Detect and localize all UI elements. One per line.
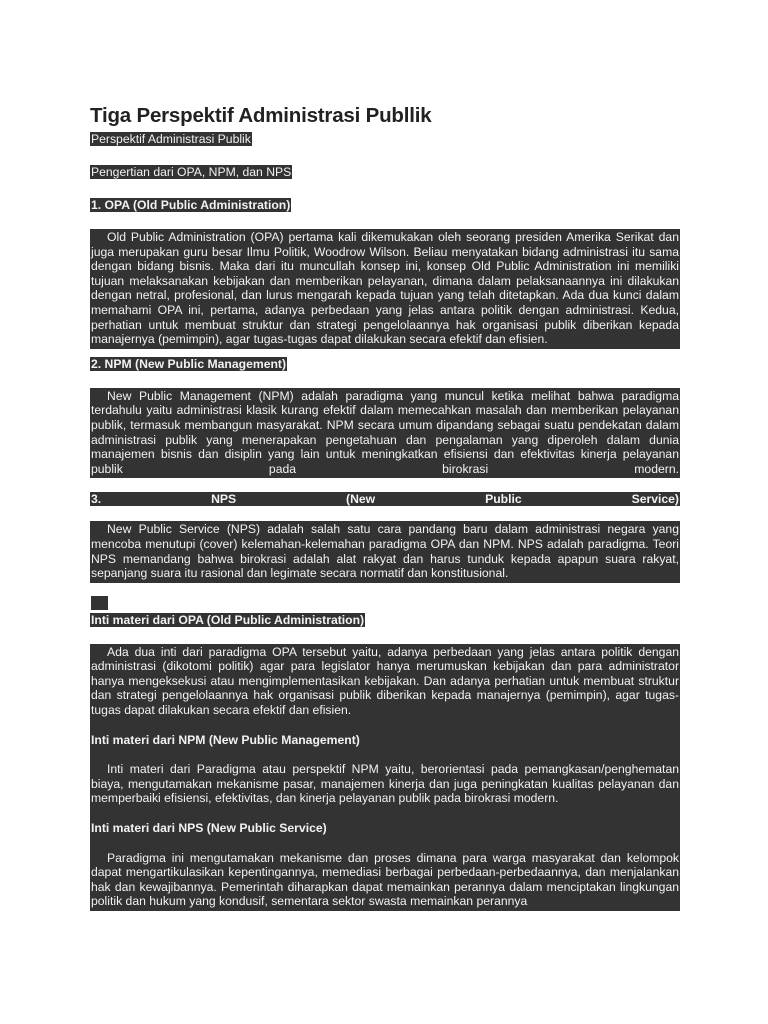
section-body-npm bbox=[90, 388, 680, 479]
core-heading-npm: Inti materi dari NPM (New Public Management) bbox=[91, 732, 360, 747]
paragraph: Inti materi dari Paradigma atau perspektif NPM yaitu, berorientasi pada pemangkasan/penghematan biaya, mengutamakan mekanisme pasar, manajemen kinerja dan juga peningkatan kualitas pelayanan dan memperbaiki efisiensi, efektivitas, dan kinerja pelayanan publik pada birokrasi modern. bbox=[91, 762, 679, 806]
core-section-block bbox=[90, 644, 680, 911]
section-body-nps bbox=[90, 521, 680, 582]
paragraph: Ada dua inti dari paradigma OPA tersebut yaitu, adanya perbedaan yang jelas antara politik dengan administrasi (dikotomi politik) agar para legislator hanya merumuskan kebijakan dan para administrator hanya mengeksekusi atau mengimplementasikan kebijakan. Dan adanya perhatian untuk membuat struktur dan strategi pengelolaannya hak organisasi publik diberikan kepada manajernya (pemimpin), agar tugas-tugas dapat dilakukan secara efektif dan efisien. bbox=[91, 644, 679, 718]
intro-line: Pengertian dari OPA, NPM, dan NPS bbox=[91, 165, 292, 179]
empty-highlight-block bbox=[91, 596, 108, 610]
section-body-opa bbox=[90, 229, 680, 349]
section-heading-opa: 1. OPA (Old Public Administration) bbox=[91, 198, 291, 212]
heading-part: (New bbox=[346, 492, 376, 507]
section-heading-npm: 2. NPM (New Public Management) bbox=[91, 356, 287, 371]
section-heading-nps bbox=[90, 492, 680, 506]
page-title: Tiga Perspektif Administrasi Publlik bbox=[90, 104, 432, 127]
core-heading-opa: Inti materi dari OPA (Old Public Administration) bbox=[91, 612, 365, 627]
paragraph: Paradigma ini mengutamakan mekanisme dan proses dimana para warga masyarakat dan kelompok dapat mengartikulasikan kepentingannya, memediasi berbagai perbedaan-perbedaannya, dan menjalankan hak dan kewajibannya. Pemerintah diharapkan dapat memainkan perannya dalam menciptakan lingkungan politik dan hukum yang kondusif, sementara sektor swasta memainkan perannya bbox=[91, 850, 679, 909]
core-heading-nps: Inti materi dari NPS (New Public Service) bbox=[91, 821, 327, 836]
heading-part: Public bbox=[485, 492, 522, 507]
document-page bbox=[90, 104, 680, 911]
paragraph: New Public Service (NPS) adalah salah satu cara pandang baru dalam administrasi negara yang mencoba menutupi (cover) kelemahan-kelemahan paradigma OPA dan NPM. NPS adalah paradigma. Teori NPS memandang bahwa birokrasi adalah alat rakyat dan harus tunduk kepada apapun suara rakyat, sepanjang suara itu rasional dan legimate secara normatif dan konstitusional. bbox=[91, 522, 679, 581]
heading-part: 3. bbox=[91, 492, 102, 507]
heading-part: Service) bbox=[631, 492, 679, 507]
paragraph: Old Public Administration (OPA) pertama kali dikemukakan oleh seorang presiden Amerika Serikat dan juga merupakan guru besar Ilmu Politik, Woodrow Wilson. Beliau menyatakan bidang administrasi itu sama dengan bidang bisnis. Maka dari itu muncullah konsep ini, konsep Old Public Administration ini memiliki tujuan melaksanakan kebijakan dan memberikan pelayanan, dimana dalam pelaksanaannya ini dilakukan dengan netral, profesional, dan lurus mengarah kepada tujuan yang telah ditetapkan. Ada dua kunci dalam memahami OPA ini, pertama, adanya perbedaan yang jelas antara politik dengan administrasi. Kedua, perhatian untuk membuat struktur dan strategi pengelolaannya hak organisasi publik diberikan kepada manajernya (pemimpin), agar tugas-tugas dapat dilakukan secara efektif dan efisien. bbox=[91, 230, 679, 347]
subtitle: Perspektif Administrasi Publik bbox=[91, 132, 251, 146]
paragraph: New Public Management (NPM) adalah paradigma yang muncul ketika melihat bahwa paradigma terdahulu yaitu administrasi klasik kurang efektif dalam memecahkan masalah dan memberikan pelayanan publik, termasuk membangun masyarakat. NPM secara umum dipandang sebagai suatu pendekatan dalam administrasi publik yang menerapakan pengetahuan dan pengalaman yang diperoleh dalam dunia manajemen bisnis dan disiplin yang lain untuk meningkatkan efisiensi dan efektivitas kinerja pelayanan publik pada birokrasi modern. bbox=[91, 388, 679, 476]
heading-part: NPS bbox=[211, 492, 237, 507]
